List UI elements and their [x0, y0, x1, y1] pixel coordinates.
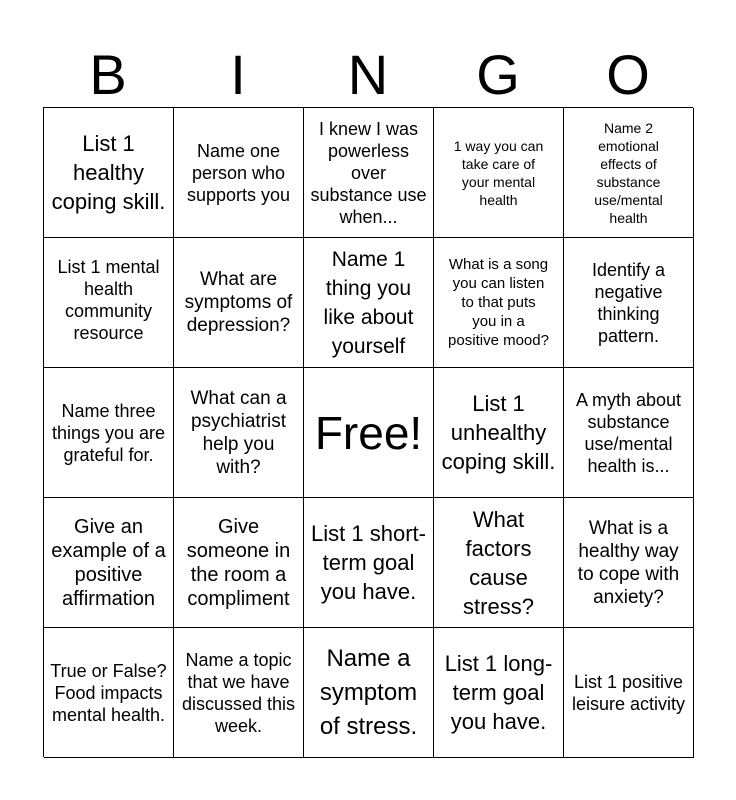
bingo-cell[interactable]	[44, 108, 174, 238]
header-letter-n: N	[347, 43, 389, 106]
bingo-cell[interactable]	[434, 628, 564, 758]
cell-text: Name 1 thing you like about yourself	[323, 247, 414, 358]
cell-text: Name a symptom of stress.	[319, 644, 418, 740]
bingo-cell[interactable]	[174, 368, 304, 498]
bingo-cell[interactable]	[564, 238, 694, 368]
cell-text: List 1 short-term goal you have.	[311, 521, 426, 604]
bingo-cell[interactable]	[174, 628, 304, 758]
bingo-cell[interactable]	[434, 238, 564, 368]
cell-text: List 1 unhealthy coping skill.	[441, 391, 556, 474]
header-letter-g: G	[476, 43, 520, 106]
bingo-cell[interactable]	[44, 238, 174, 368]
cell-text: What factors cause stress?	[463, 506, 534, 619]
bingo-cell[interactable]	[564, 498, 694, 628]
cell-text: What can a psychiatrist help you with?	[190, 387, 287, 478]
cell-text: Give someone in the room a compliment	[186, 515, 291, 610]
header-letter-i: I	[230, 43, 246, 106]
bingo-cell[interactable]	[304, 628, 434, 758]
bingo-header	[43, 44, 693, 106]
bingo-cell[interactable]	[434, 498, 564, 628]
bingo-cell[interactable]	[304, 238, 434, 368]
bingo-cell[interactable]	[44, 628, 174, 758]
free-space[interactable]	[304, 368, 434, 498]
cell-text: What is a song you can listen to that puts you in a positive mood?	[448, 256, 549, 349]
bingo-cell[interactable]	[304, 498, 434, 628]
cell-text: Identify a negative thinking pattern.	[591, 259, 666, 346]
cell-text: Name three things you are grateful for.	[51, 400, 166, 465]
cell-text: A myth about substance use/mental health is...	[575, 389, 682, 476]
header-letter-o: O	[606, 43, 650, 106]
bingo-cell[interactable]	[434, 368, 564, 498]
cell-text: List 1 healthy coping skill.	[51, 131, 166, 214]
cell-text: Name a topic that we have discussed this week.	[181, 649, 296, 736]
bingo-cell[interactable]	[304, 108, 434, 238]
free-space-text: Free!	[314, 406, 423, 459]
cell-text: Name one person who supports you	[186, 140, 291, 205]
header-letter-b: B	[89, 43, 127, 106]
bingo-card	[43, 107, 693, 757]
bingo-cell[interactable]	[564, 108, 694, 238]
bingo-cell[interactable]	[564, 368, 694, 498]
bingo-cell[interactable]	[434, 108, 564, 238]
cell-text: Give an example of a positive affirmation	[51, 515, 166, 610]
cell-text: 1 way you can take care of your mental health	[453, 137, 544, 208]
bingo-cell[interactable]	[44, 498, 174, 628]
bingo-cell[interactable]	[174, 238, 304, 368]
bingo-cell[interactable]	[44, 368, 174, 498]
bingo-cell[interactable]	[564, 628, 694, 758]
cell-text: List 1 mental health community resource	[57, 257, 160, 343]
bingo-cell[interactable]	[174, 108, 304, 238]
cell-text: List 1 long-term goal you have.	[444, 651, 553, 734]
cell-text: True or False? Food impacts mental health.	[50, 660, 167, 725]
cell-text: I knew I was powerless over substance use when...	[310, 118, 427, 227]
cell-text: What are symptoms of depression?	[184, 269, 293, 336]
cell-text: Name 2 emotional effects of substance use/mental health	[594, 119, 663, 226]
cell-text: What is a healthy way to cope with anxiety?	[577, 517, 680, 608]
cell-text: List 1 positive leisure activity	[571, 671, 686, 714]
bingo-cell[interactable]	[174, 498, 304, 628]
